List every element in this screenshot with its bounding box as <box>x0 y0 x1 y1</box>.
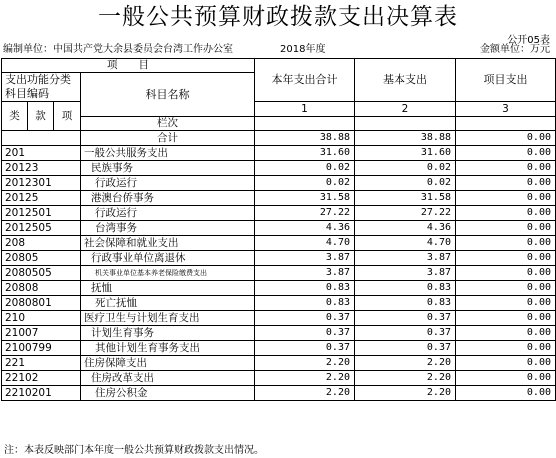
row-name: 行政事业单位离退休 <box>81 251 255 266</box>
row-name: 医疗卫生与计划生育支出 <box>81 311 255 326</box>
header-lanci: 栏次 <box>81 117 255 131</box>
header-code-title: 支出功能分类科目编码 <box>2 73 81 102</box>
row-code: 20123 <box>2 161 81 176</box>
row-total: 4.36 <box>255 221 355 236</box>
row-basic: 0.37 <box>355 341 456 356</box>
total-row <box>2 131 556 146</box>
row-code: 20808 <box>2 281 81 296</box>
row-project: 0.00 <box>456 236 556 251</box>
table-row <box>2 386 556 401</box>
row-name: 死亡抚恤 <box>81 296 255 311</box>
row-project: 0.00 <box>456 146 556 161</box>
row-basic: 3.87 <box>355 251 456 266</box>
row-project: 0.00 <box>456 296 556 311</box>
row-project: 0.00 <box>456 161 556 176</box>
row-project: 0.00 <box>456 266 556 281</box>
row-basic: 3.87 <box>355 266 456 281</box>
expenditure-table <box>1 58 556 401</box>
row-project: 0.00 <box>456 176 556 191</box>
row-name: 港澳台侨事务 <box>81 191 255 206</box>
table-row <box>2 266 556 281</box>
total-label: 合计 <box>81 131 255 146</box>
row-basic: 0.83 <box>355 296 456 311</box>
row-code: 2012301 <box>2 176 81 191</box>
row-project: 0.00 <box>456 356 556 371</box>
header-col3: 3 <box>456 102 556 117</box>
row-name: 机关事业单位基本养老保险缴费支出 <box>81 266 255 281</box>
row-code: 2080505 <box>2 266 81 281</box>
row-total: 0.37 <box>255 341 355 356</box>
header-project-col: 项目支出 <box>456 59 556 102</box>
row-total: 3.87 <box>255 266 355 281</box>
row-name: 一般公共服务支出 <box>81 146 255 161</box>
row-total: 4.70 <box>255 236 355 251</box>
row-basic: 31.60 <box>355 146 456 161</box>
header-col2: 2 <box>355 102 456 117</box>
row-basic: 0.02 <box>355 161 456 176</box>
table-row <box>2 311 556 326</box>
row-basic: 0.83 <box>355 281 456 296</box>
header-total-col: 本年支出合计 <box>255 59 355 102</box>
header-xiang: 项 <box>54 102 81 131</box>
table-row <box>2 251 556 266</box>
row-project: 0.00 <box>456 281 556 296</box>
row-code: 2080801 <box>2 296 81 311</box>
row-basic: 4.36 <box>355 221 456 236</box>
row-code: 2210201 <box>2 386 81 401</box>
row-code: 2012501 <box>2 206 81 221</box>
row-project: 0.00 <box>456 311 556 326</box>
header-col1: 1 <box>255 102 355 117</box>
row-name: 住房保障支出 <box>81 356 255 371</box>
row-total: 0.83 <box>255 281 355 296</box>
row-name: 台湾事务 <box>81 221 255 236</box>
table-row <box>2 341 556 356</box>
row-total: 27.22 <box>255 206 355 221</box>
table-row <box>2 146 556 161</box>
row-project: 0.00 <box>456 221 556 236</box>
year-label: 2018年度 <box>280 44 326 55</box>
row-basic: 0.37 <box>355 311 456 326</box>
table-row <box>2 356 556 371</box>
row-name: 其他计划生育事务支出 <box>81 341 255 356</box>
table-row <box>2 161 556 176</box>
table-row <box>2 281 556 296</box>
row-code: 2012505 <box>2 221 81 236</box>
row-project: 0.00 <box>456 251 556 266</box>
page-title: 一般公共预算财政拨款支出决算表 <box>98 4 458 30</box>
row-code: 210 <box>2 311 81 326</box>
row-code: 221 <box>2 356 81 371</box>
row-total: 0.37 <box>255 326 355 341</box>
header-lei: 类 <box>2 102 28 131</box>
row-name: 民族事务 <box>81 161 255 176</box>
row-basic: 31.58 <box>355 191 456 206</box>
row-basic: 4.70 <box>355 236 456 251</box>
table-header <box>2 59 556 131</box>
row-code: 208 <box>2 236 81 251</box>
row-total: 0.02 <box>255 161 355 176</box>
row-project: 0.00 <box>456 326 556 341</box>
row-name: 社会保障和就业支出 <box>81 236 255 251</box>
table-row <box>2 296 556 311</box>
table-tag: 公开05表 <box>507 35 550 46</box>
table-row <box>2 236 556 251</box>
row-name: 住房改革支出 <box>81 371 255 386</box>
row-code: 2100799 <box>2 341 81 356</box>
table-row <box>2 191 556 206</box>
footnote: 注：本表反映部门本年度一般公共预算财政拨款支出情况。 <box>4 445 264 456</box>
row-total: 31.58 <box>255 191 355 206</box>
row-total: 2.20 <box>255 371 355 386</box>
row-name: 行政运行 <box>81 206 255 221</box>
row-project: 0.00 <box>456 341 556 356</box>
row-name: 计划生育事务 <box>81 326 255 341</box>
row-code: 20125 <box>2 191 81 206</box>
total-total: 38.88 <box>255 131 355 146</box>
row-total: 0.37 <box>255 311 355 326</box>
row-name: 行政运行 <box>81 176 255 191</box>
row-basic: 2.20 <box>355 356 456 371</box>
row-total: 0.83 <box>255 296 355 311</box>
unit-line: 编制单位：中国共产党大余县委员会台湾工作办公室 <box>3 44 233 55</box>
table-body <box>2 146 556 401</box>
row-name: 住房公积金 <box>81 386 255 401</box>
row-code: 22102 <box>2 371 81 386</box>
header-basic-col: 基本支出 <box>355 59 456 102</box>
total-basic: 38.88 <box>355 131 456 146</box>
header-kuan: 款 <box>28 102 54 131</box>
row-code: 201 <box>2 146 81 161</box>
row-basic: 2.20 <box>355 371 456 386</box>
row-total: 31.60 <box>255 146 355 161</box>
row-code: 20805 <box>2 251 81 266</box>
row-total: 2.20 <box>255 386 355 401</box>
row-project: 0.00 <box>456 191 556 206</box>
total-project: 0.00 <box>456 131 556 146</box>
row-basic: 0.37 <box>355 326 456 341</box>
table-row <box>2 326 556 341</box>
row-project: 0.00 <box>456 206 556 221</box>
table-row <box>2 371 556 386</box>
table-row <box>2 176 556 191</box>
table-row <box>2 206 556 221</box>
table-row <box>2 221 556 236</box>
row-project: 0.00 <box>456 386 556 401</box>
row-total: 0.02 <box>255 176 355 191</box>
row-total: 2.20 <box>255 356 355 371</box>
row-basic: 2.20 <box>355 386 456 401</box>
row-total: 3.87 <box>255 251 355 266</box>
header-item: 项 目 <box>2 59 255 73</box>
row-project: 0.00 <box>456 371 556 386</box>
header-name-title: 科目名称 <box>81 73 255 117</box>
row-basic: 0.02 <box>355 176 456 191</box>
row-name: 抚恤 <box>81 281 255 296</box>
row-code: 21007 <box>2 326 81 341</box>
amount-unit: 金额单位：万元 <box>480 44 550 55</box>
row-basic: 27.22 <box>355 206 456 221</box>
